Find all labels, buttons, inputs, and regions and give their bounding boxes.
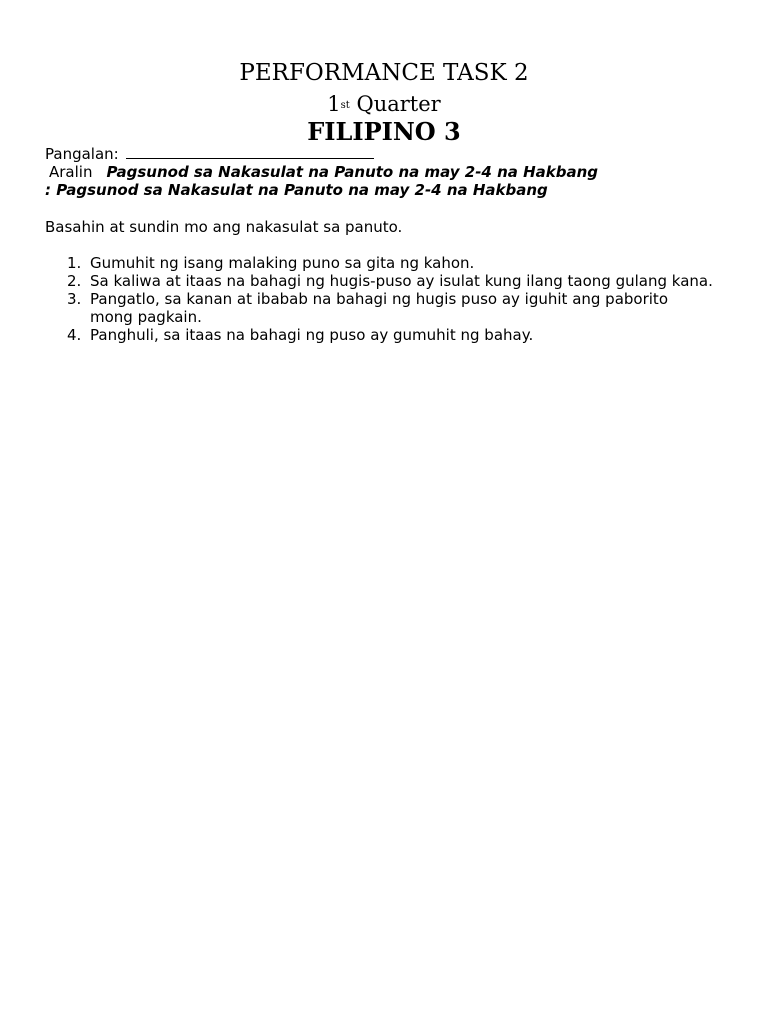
- list-item: [45, 326, 745, 344]
- list-item-text: Panghuli, sa itaas na bahagi ng puso ay gumuhit ng bahay.: [90, 326, 534, 344]
- name-label: Pangalan:: [45, 145, 119, 163]
- aralin-topic-repeat: : Pagsunod sa Nakasulat na Panuto na may 2-4 na Hakbang: [45, 181, 548, 199]
- aralin-row: [45, 163, 598, 181]
- list-item-number: 2.: [67, 272, 82, 290]
- aralin-topic: Pagsunod sa Nakasulat na Panuto na may 2-4 na Hakbang: [106, 163, 599, 181]
- list-item-number: 3.: [67, 290, 82, 308]
- quarter-suffix: st: [340, 100, 350, 111]
- name-blank-line[interactable]: [126, 145, 374, 159]
- list-item: [45, 290, 670, 326]
- name-field-row: [45, 145, 374, 163]
- document-title: PERFORMANCE TASK 2: [239, 60, 529, 86]
- list-item: [45, 272, 745, 290]
- list-item-number: 4.: [67, 326, 82, 344]
- list-item-text: Pangatlo, sa kanan at ibabab na bahagi ng hugis puso ay iguhit ang paborito mong pagkain.: [90, 290, 668, 326]
- list-item-text: Gumuhit ng isang malaking puno sa gita ng kahon.: [90, 254, 475, 272]
- quarter-number: 1: [327, 92, 341, 116]
- list-item: [45, 254, 745, 272]
- instruction-text: Basahin at sundin mo ang nakasulat sa panuto.: [45, 218, 403, 236]
- steps-list: [45, 254, 745, 344]
- quarter-heading: [0, 90, 768, 118]
- subject-heading: FILIPINO 3: [307, 117, 461, 146]
- list-item-number: 1.: [67, 254, 82, 272]
- list-item-text: Sa kaliwa at itaas na bahagi ng hugis-puso ay isulat kung ilang taong gulang kana.: [90, 272, 713, 290]
- aralin-label: Aralin: [49, 163, 93, 181]
- quarter-word: Quarter: [356, 92, 441, 116]
